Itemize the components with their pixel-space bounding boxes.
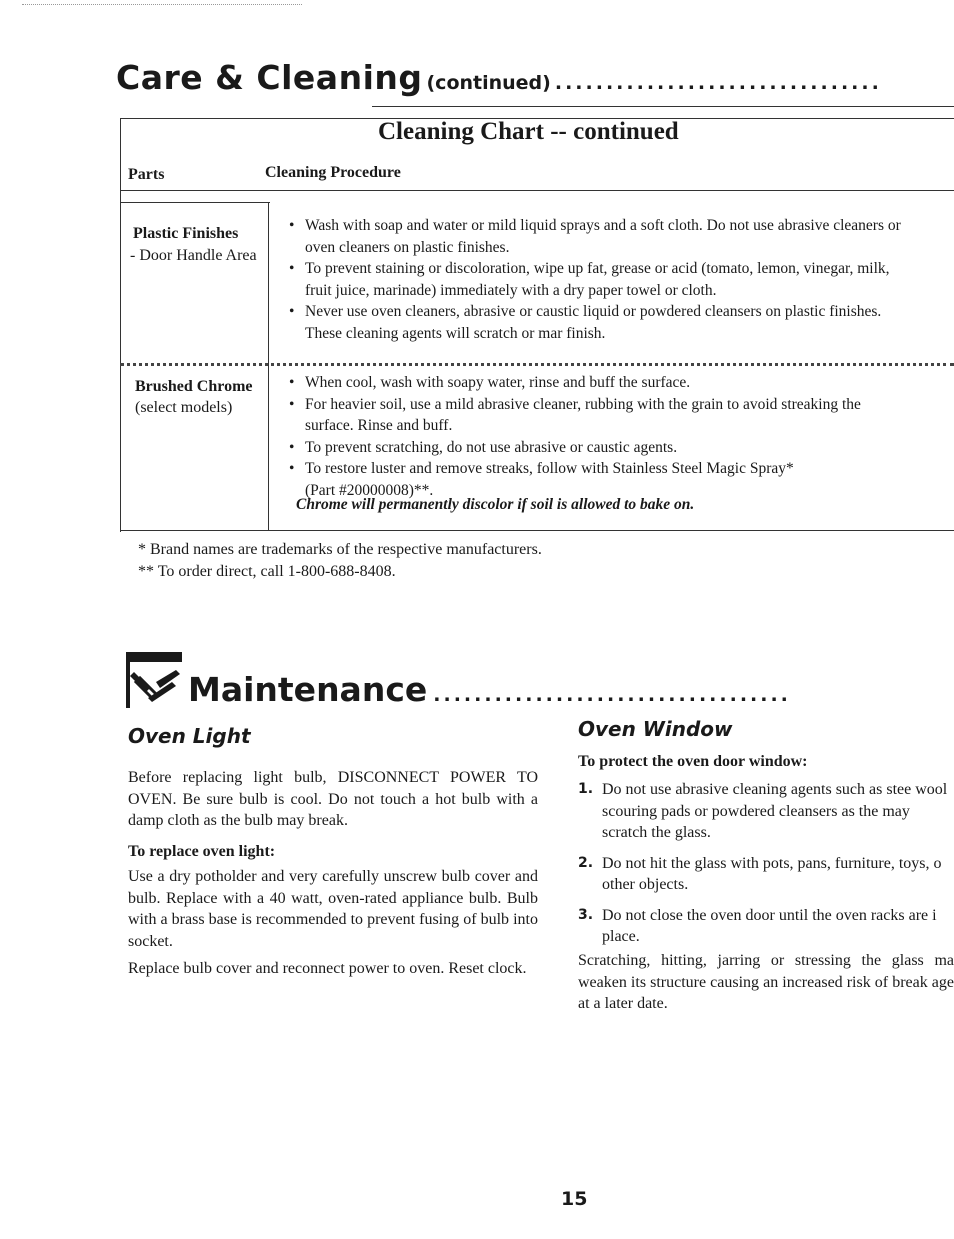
oven-window-steps: [578, 779, 954, 957]
procedure-line: surface. Rinse and buff.: [305, 417, 453, 434]
bullet: •: [289, 438, 295, 456]
list-item: [578, 905, 954, 948]
procedure-line: Wash with soap and water or mild liquid sprays and a soft cloth. Do not use abrasive cleaners or: [305, 217, 901, 234]
part-name-plastic-finishes: Plastic Finishes: [133, 225, 239, 242]
oven-window-heading: Oven Window: [578, 717, 733, 741]
maintenance-title: Maintenance: [188, 670, 428, 709]
wrench-screwdriver-icon: [126, 652, 182, 708]
bullet: •: [289, 260, 295, 277]
procedure-item: [285, 458, 953, 501]
oven-window-closing: Scratching, hitting, jarring or stressing the glass ma weaken its structure causing an increased risk of break age at a later date.: [578, 952, 954, 1012]
list-item: [578, 853, 954, 896]
bullet: •: [289, 460, 295, 477]
section-heading-care-cleaning: [116, 58, 954, 102]
procedure-item: [285, 301, 953, 344]
step-text: Do not use abrasive cleaning agents such as stee wool scouring pads or powdered cleansers as the may scratch the glass.: [602, 781, 948, 841]
procedure-item: [285, 372, 953, 394]
procedure-line: To prevent scratching, do not use abrasive or caustic agents.: [305, 438, 678, 456]
procedure-item: [285, 258, 953, 301]
chart-bottom-rule: [120, 530, 954, 531]
header-rule: [120, 190, 954, 191]
bullet: •: [289, 395, 295, 413]
column-header-parts: Parts: [128, 166, 165, 183]
step-number: 1.: [578, 781, 594, 797]
oven-light-subheading: To replace oven light:: [128, 843, 276, 860]
footnote-trademark: * Brand names are trademarks of the respective manufacturers.: [138, 541, 542, 558]
oven-light-step2: Replace bulb cover and reconnect power to oven. Reset clock.: [128, 960, 527, 977]
part-name-brushed-chrome: Brushed Chrome: [135, 378, 253, 395]
chart-title: Cleaning Chart -- continued: [378, 118, 679, 145]
part-sub-select-models: (select models): [135, 399, 233, 416]
procedure-line: To restore luster and remove streaks, follow with Stainless Steel Magic Spray*: [305, 460, 794, 477]
section-title: Care & Cleaning: [116, 58, 423, 97]
procedure-line: oven cleaners on plastic finishes.: [305, 238, 510, 256]
oven-light-intro: Before replacing light bulb, DISCONNECT POWER TO OVEN. Be sure bulb is cool. Do not touch a hot bulb with a damp cloth as the bulb may break.: [128, 769, 538, 829]
procedure-list-plastic: [285, 215, 953, 344]
leader-dots: ................................: [554, 72, 882, 94]
procedure-line: (Part #20000008)**.: [305, 481, 434, 499]
oven-window-subheading: To protect the oven door window:: [578, 753, 808, 770]
procedure-item: [285, 437, 953, 459]
step-number: 3.: [578, 906, 594, 923]
procedure-line: Never use oven cleaners, abrasive or caustic liquid or powdered cleansers on plastic finishes.: [305, 303, 882, 320]
footnote-order: ** To order direct, call 1-800-688-8408.: [138, 563, 396, 580]
list-item: [578, 779, 954, 844]
row-separator: [120, 363, 954, 366]
page-number: 15: [561, 1188, 588, 1210]
procedure-item: [285, 215, 953, 258]
step-text: Do not close the oven door until the oven racks are i place.: [602, 906, 937, 945]
bullet: •: [289, 303, 295, 320]
procedure-line: These cleaning agents will scratch or mar finish.: [305, 324, 606, 342]
bullet: •: [289, 374, 295, 391]
procedure-list-chrome: [285, 372, 953, 501]
procedure-item: [285, 394, 953, 437]
oven-light-step1: Use a dry potholder and very carefully unscrew bulb cover and bulb. Replace with a 40 watt, oven-rated appliance bulb. Bulb with a brass base is recommended to prevent fusing of bulb into socket.: [128, 868, 538, 950]
step-text: Do not hit the glass with pots, pans, furniture, toys, o other objects.: [602, 854, 942, 893]
procedure-line: When cool, wash with soapy water, rinse and buff the surface.: [305, 374, 691, 391]
step-number: 2.: [578, 854, 594, 871]
header-rule-parts: [120, 202, 270, 203]
oven-light-heading: Oven Light: [128, 724, 251, 748]
column-divider: [268, 202, 269, 530]
leader-dots: ...................................: [433, 684, 791, 706]
scan-artifact: [22, 4, 302, 6]
bullet: •: [289, 217, 295, 234]
section-heading-maintenance: [188, 670, 954, 709]
procedure-line: To prevent staining or discoloration, wipe up fat, grease or acid (tomato, lemon, vinegar, milk,: [305, 260, 890, 277]
column-header-procedure: Cleaning Procedure: [265, 164, 401, 181]
procedure-line: For heavier soil, use a mild abrasive cleaner, rubbing with the grain to avoid streaking the: [305, 395, 861, 413]
heading-rule: [372, 106, 954, 107]
procedure-line: fruit juice, marinade) immediately with a dry paper towel or cloth.: [305, 281, 717, 299]
part-sub-door-handle: - Door Handle Area: [130, 247, 257, 264]
section-continued-label: (continued): [426, 72, 551, 94]
chrome-warning: Chrome will permanently discolor if soil is allowed to bake on.: [296, 496, 695, 513]
